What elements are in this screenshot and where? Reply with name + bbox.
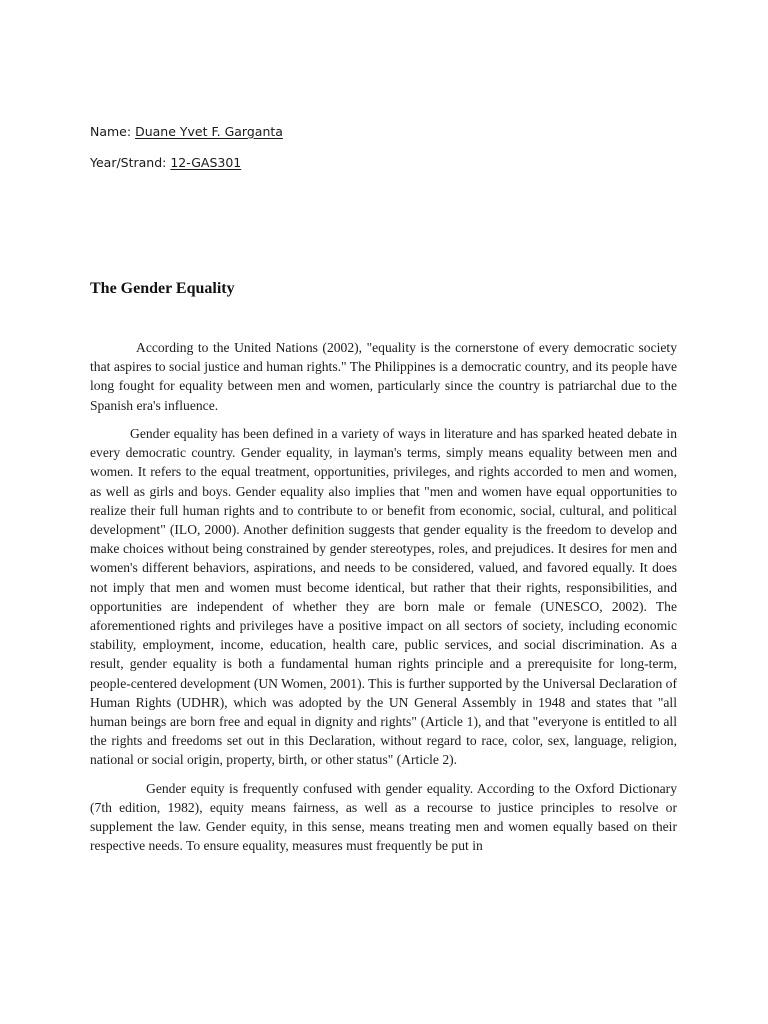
paragraph-1: According to the United Nations (2002), "equality is the cornerstone of every democratic society that aspires to social justice and human rights." The Philippines is a democratic country, and its people have long fought for equality between men and women, particularly since the country is patriarchal due to the Spanish era's influence.: [90, 340, 677, 413]
student-name-line: [90, 124, 283, 139]
student-name-value: Duane Yvet F. Garganta: [135, 124, 283, 139]
year-strand-value: 12-GAS301: [170, 155, 242, 170]
document-title: The Gender Equality: [90, 280, 235, 297]
year-strand-line: [90, 155, 241, 170]
document-body: [90, 338, 677, 865]
paragraph-2: Gender equality has been defined in a variety of ways in literature and has sparked heated debate in every democratic country. Gender equality, in layman's terms, simply means equality between men and women. It refers to the equal treatment, opportunities, privileges, and rights accorded to men and women, as well as girls and boys. Gender equality also implies that "men and women have equal opportunities to realize their full human rights and to contribute to or benefit from economic, social, cultural, and political development" (ILO, 2000). Another definition suggests that gender equality is the freedom to develop and make choices without being constrained by gender stereotypes, roles, and prejudices. It desires for men and women's different behaviors, aspirations, and needs to be considered, valued, and favored equally. It does not imply that men and women must become identical, but rather that their rights, responsibilities, and opportunities are independent of whether they are born male or female (UNESCO, 2002). The aforementioned rights and privileges have a positive impact on all sectors of society, including economic stability, employment, income, education, health care, public services, and social discrimination. As a result, gender equality is both a fundamental human rights principle and a prerequisite for long-term, people-centered development (UN Women, 2001). This is further supported by the Universal Declaration of Human Rights (UDHR), which was adopted by the UN General Assembly in 1948 and states that "all human beings are born free and equal in dignity and rights" (Article 1), and that "everyone is entitled to all the rights and freedoms set out in this Declaration, without regard to race, color, sex, language, religion, national or social origin, property, birth, or other status" (Article 2).: [90, 426, 677, 768]
name-label: Name:: [90, 124, 136, 139]
paragraph-3: Gender equity is frequently confused with gender equality. According to the Oxford Dictionary (7th edition, 1982), equity means fairness, as well as a recourse to justice principles to resolve or supplement the law. Gender equity, in this sense, means treating men and women equally based on their respective needs. To ensure equality, measures must frequently be put in: [90, 780, 677, 854]
year-strand-label: Year/Strand:: [90, 155, 171, 170]
